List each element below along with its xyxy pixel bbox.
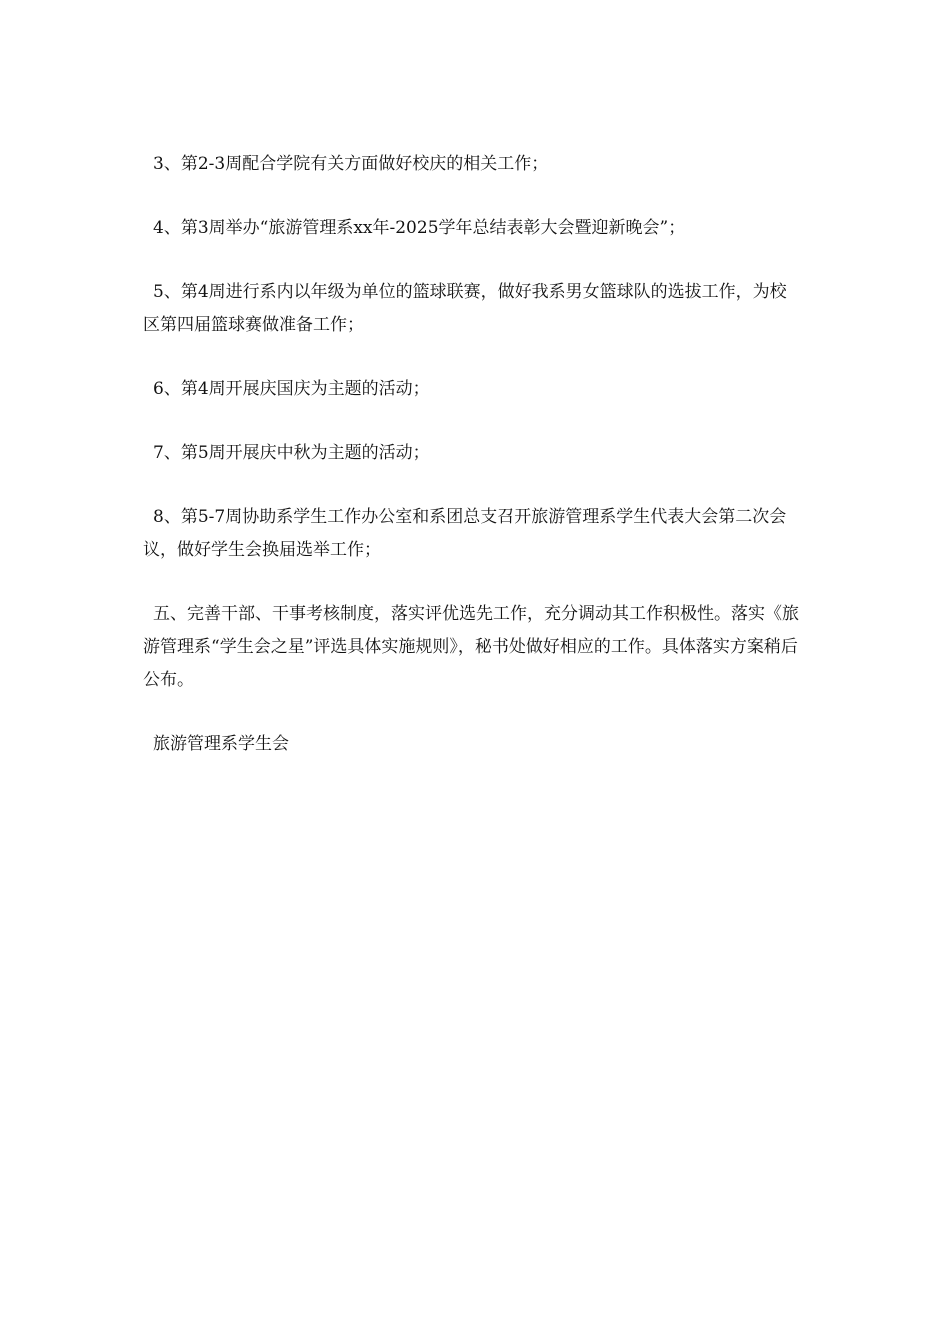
document-body (143, 148, 803, 761)
paragraph-item-8: 8、第5-7周协助系学生工作办公室和系团总支召开旅游管理系学生代表大会第二次会议，做好学生会换届选举工作； (143, 507, 787, 560)
paragraph-item-4: 4、第3周举办“旅游管理系xx年-2025学年总结表彰大会暨迎新晚会”； (153, 218, 686, 238)
paragraph-item-5: 5、第4周进行系内以年级为单位的篮球联赛，做好我系男女篮球队的选拔工作，为校区第四届篮球赛做准备工作； (143, 282, 787, 335)
paragraph-item-7: 7、第5周开展庆中秋为主题的活动； (153, 443, 430, 463)
paragraph-section-five: 五、完善干部、干事考核制度，落实评优选先工作，充分调动其工作积极性。落实《旅游管理系“学生会之星”评选具体实施规则》，秘书处做好相应的工作。具体落实方案稍后公布。 (143, 604, 799, 690)
paragraph-item-6: 6、第4周开展庆国庆为主题的活动； (153, 379, 430, 399)
paragraph-item-3: 3、第2-3周配合学院有关方面做好校庆的相关工作； (153, 154, 549, 174)
signature: 旅游管理系学生会 (153, 734, 289, 754)
